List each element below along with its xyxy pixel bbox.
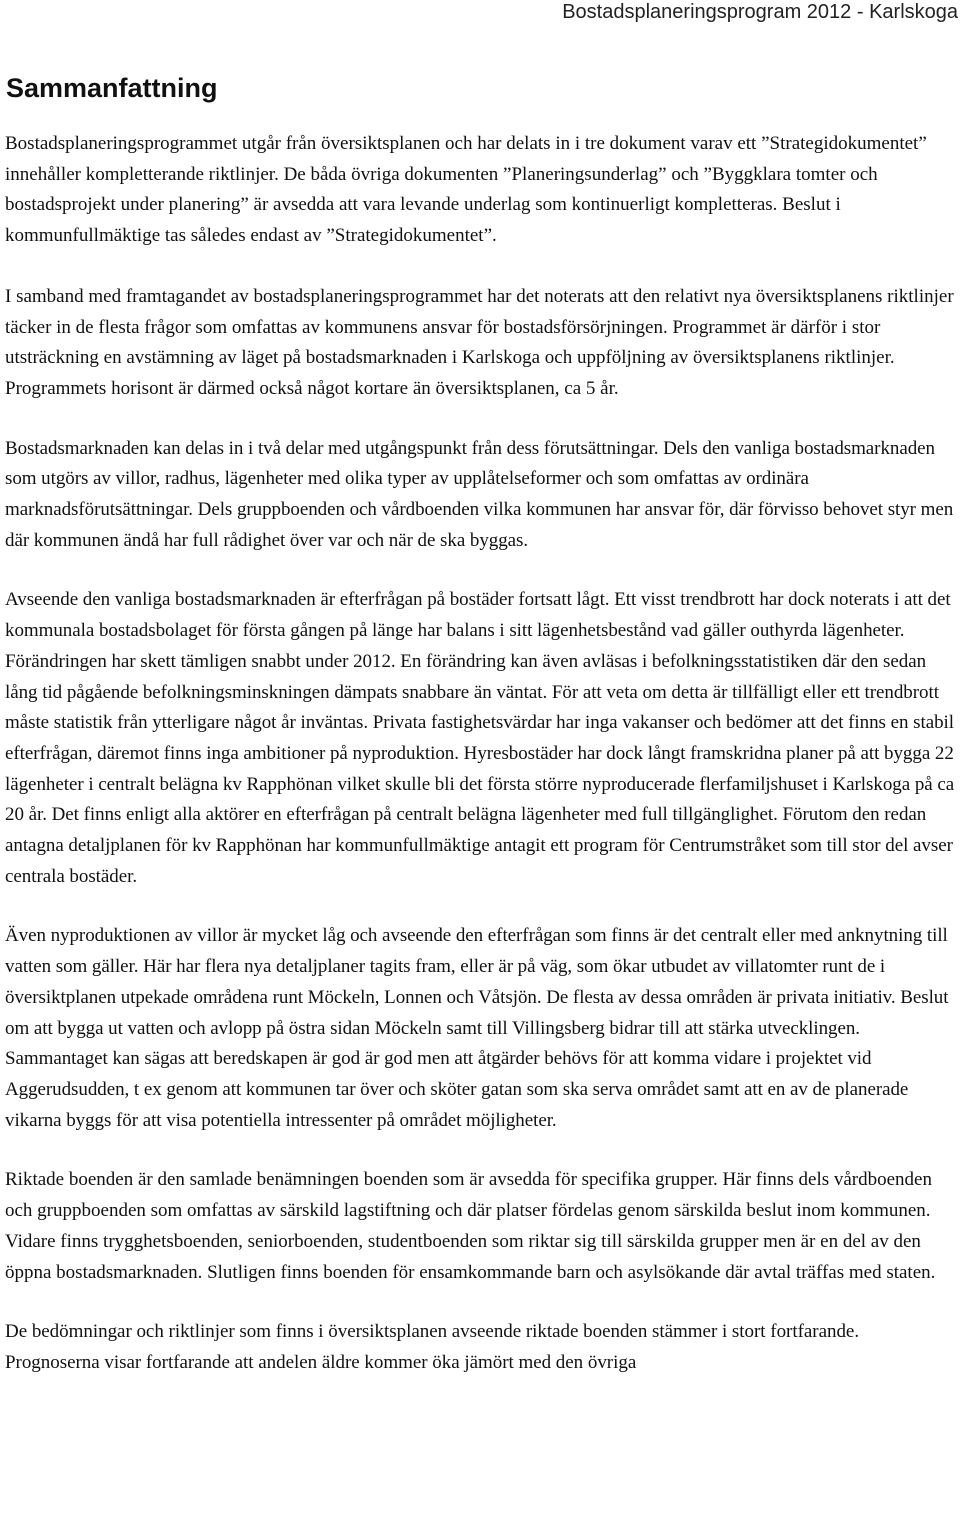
paragraph-programme-scope: I samband med framtagandet av bostadsplaneringsprogrammet har det noterats att den relativt nya översiktsplanens riktlinjer täcker in de flesta frågor som omfattas av kommunens ansvar för bostadsförsörjningen. Programmet är därför i stor utsträckning en avstämning av läget på bostadsmarknaden i Karlskoga och uppföljning av översiktsplanens riktlinjer. Programmets horisont är därmed också något kortare än översiktsplanen, ca 5 år. bbox=[5, 285, 954, 399]
paragraph-villa-production: Även nyproduktionen av villor är mycket låg och avseende den efterfrågan som finns är det centralt eller med anknytning till vatten som gäller. Här har flera nya detaljplaner tagits fram, eller är på väg, som ökar utbudet av villatomter runt de i översiktplanen utpekade områdena runt Möckeln, Lonnen och Våtsjön. De flesta av dessa områden är privata initiativ. Beslut om att bygga ut vatten och avlopp på östra sidan Möckeln samt till Villingsberg bidrar till att stärka utvecklingen. Sammantaget kan sägas att beredskapen är god är god men att åtgärder behövs för att komma vidare i projektet vid Aggerudsudden, t ex genom att kommunen tar över och sköter gatan som ska serva området samt att en av de planerade vikarna byggs för att visa potentiella intressenter på området möjligheter. bbox=[5, 925, 949, 1131]
page-title: Sammanfattning bbox=[6, 73, 218, 103]
paragraph-targeted-housing: Riktade boenden är den samlade benämningen boenden som är avsedda för specifika grupper. Här finns dels vårdboenden och gruppboenden som omfattas av särskild lagstiftning och där platser fördelas genom särskilda beslut inom kommunen. Vidare finns trygghetsboenden, seniorboenden, studentboenden som riktar sig till särskilda grupper men är en del av den öppna bostadsmarknaden. Slutligen finns boenden för ensamkommande barn och asylsökande där avtal träffas med staten. bbox=[5, 1169, 936, 1283]
paragraph-intro: Bostadsplaneringsprogrammet utgår från översiktsplanen och har delats in i tre dokument varav ett ”Strategidokumentet” innehåller kompletterande riktlinjer. De båda övriga dokumenten ”Planeringsunderlag” och ”Byggklara tomter och bostadsprojekt under planering” är avsedda att vara levande underlag som kontinuerligt kompletteras. Beslut i kommunfullmäktige tas således endast av ”Strategidokumentet”. bbox=[5, 133, 927, 247]
running-header: Bostadsplaneringsprogram 2012 - Karlskoga bbox=[562, 1, 958, 23]
paragraph-market-division: Bostadsmarknaden kan delas in i två delar med utgångspunkt från dess förutsättningar. Dels den vanliga bostadsmarknaden som utgörs av villor, radhus, lägenheter med olika typer av upplåtelseformer och som omfattas av ordinära marknadsförutsättningar. Dels gruppboenden och vårdboenden vilka kommunen har ansvar för, där förvisso behovet styr men där kommunen ändå har full rådighet över var och när de ska byggas. bbox=[5, 437, 954, 551]
document-body bbox=[5, 129, 957, 1379]
paragraph-market-demand: Avseende den vanliga bostadsmarknaden är efterfrågan på bostäder fortsatt lågt. Ett visst trendbrott har dock noterats i att det kommunala bostadsbolaget för första gången på länge har balans i sitt lägenhetsbestånd vad gäller outhyrda lägenheter. Förändringen har skett tämligen snabbt under 2012. En förändring kan även avläsas i befolkningsstatistiken där den sedan lång tid pågående befolkningsminskningen dämpats snabbare än väntat. För att veta om detta är tillfälligt eller ett trendbrott måste statistik från ytterligare något år inväntas. Privata fastighetsvärdar har inga vakanser och bedömer att det finns en stabil efterfrågan, däremot finns inga ambitioner på nyproduktion. Hyresbostäder har dock långt framskridna planer på att bygga 22 lägenheter i centralt belägna kv Rapphönan vilket skulle bli det första större nyproducerade flerfamiljshuset i Karlskoga på ca 20 år. Det finns enligt alla aktörer en efterfrågan på centralt belägna lägenheter med full tillgänglighet. Förutom den redan antagna detaljplanen för kv Rapphönan har kommunfullmäktige antagit ett program för Centrumstråket som till stor del avser centrala bostäder. bbox=[5, 589, 955, 887]
paragraph-assessments: De bedömningar och riktlinjer som finns i översiktsplanen avseende riktade boenden stämmer i stort fortfarande. Prognoserna visar fortfarande att andelen äldre kommer öka jämört med den övriga bbox=[5, 1321, 860, 1373]
